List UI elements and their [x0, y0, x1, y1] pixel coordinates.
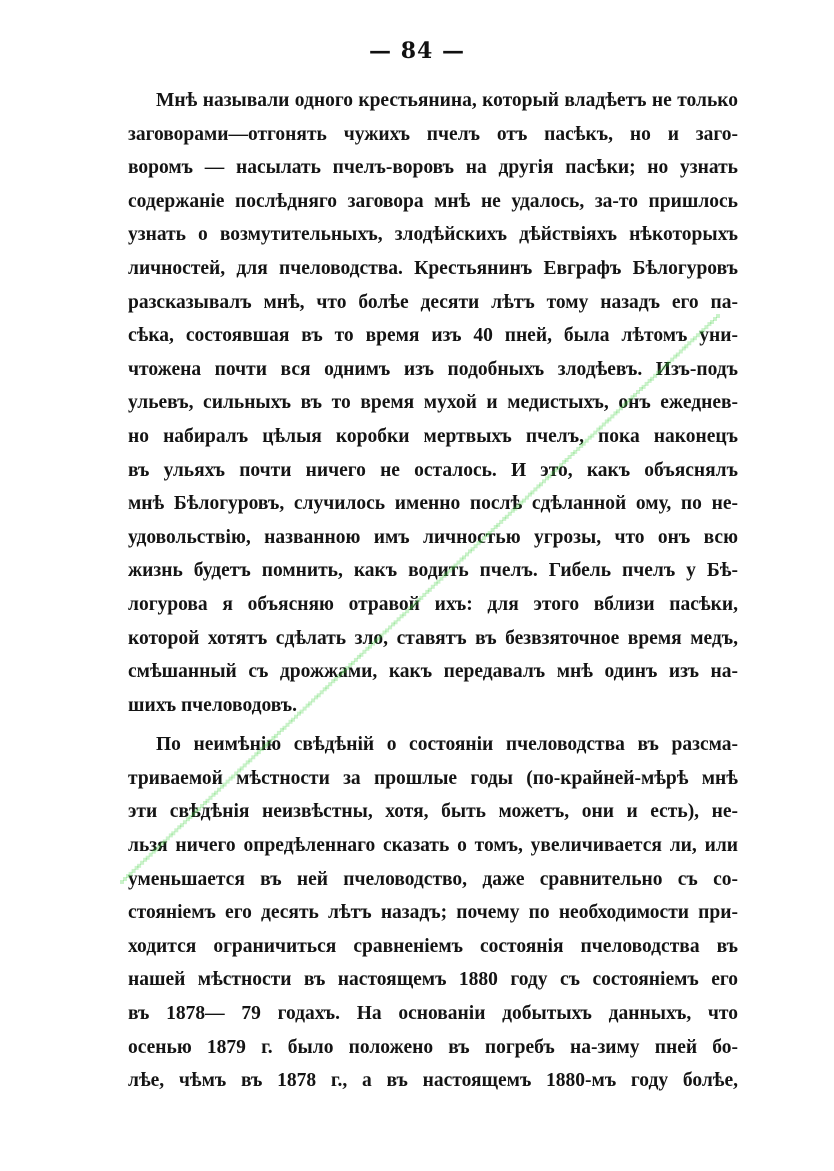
text-line: Мнѣ называли одного крестьянина, который владѣетъ не только — [156, 90, 738, 111]
text-line: жизнь будетъ помнить, какъ водить пчелъ. Гибель пчелъ у Бѣ- — [128, 560, 738, 582]
text-line: мнѣ Бѣлогуровъ, случилось именно послѣ сдѣланной ому, по не- — [128, 493, 738, 515]
watermark-dot — [120, 880, 124, 884]
text-line: заговорами—отгонять чужихъ пчелъ отъ пасѣкъ, но и заго- — [128, 123, 738, 145]
text-line: удовольствію, названною имъ личностью угрозы, что онъ всю — [128, 526, 738, 548]
text-line: въ 1878— 79 годахъ. На основаніи добытыхъ данныхъ, что — [128, 1003, 738, 1025]
text-line: шихъ пчеловодовъ. — [128, 694, 298, 716]
text-line: которой хотятъ сдѣлать зло, ставятъ въ безвзяточное время медъ, — [128, 627, 738, 649]
text-line: эти свѣдѣнія неизвѣстны, хотя, быть можетъ, они и есть), не- — [128, 801, 738, 823]
text-line: стояніемъ его десять лѣтъ назадъ; почему по необходимости при- — [128, 902, 738, 924]
text-line: ходится ограничиться сравненіемъ состоянія пчеловодства въ — [128, 935, 738, 957]
text-line: нашей мѣстности въ настоящемъ 1880 году съ состояніемъ его — [128, 969, 738, 991]
text-line: въ ульяхъ почти ничего не осталось. И это, какъ объяснялъ — [128, 459, 738, 481]
text-line: но набиралъ цѣлыя коробки мертвыхъ пчелъ, пока наконецъ — [128, 425, 738, 447]
text-line: ульевъ, сильныхъ въ то время мухой и медистыхъ, онъ ежеднев- — [128, 392, 738, 414]
paragraph-2 — [128, 728, 738, 1098]
body-text — [128, 84, 738, 1098]
page-number: — 84 — — [369, 38, 465, 64]
text-line: узнать о возмутительныхъ, злодѣйскихъ дѣйствіяхъ нѣкоторыхъ — [128, 224, 738, 246]
text-line: льзя ничего опредѣленнаго сказать о томъ, увеличивается ли, или — [128, 835, 738, 857]
watermark-dot — [123, 877, 127, 881]
text-line: уменьшается въ ней пчеловодство, даже сравнительно съ со- — [128, 868, 738, 890]
text-line: разсказывалъ мнѣ, что болѣе десяти лѣтъ тому назадъ его па- — [128, 291, 738, 313]
text-line: лѣе, чѣмъ въ 1878 г., а въ настоящемъ 1880-мъ году болѣе, — [128, 1070, 738, 1092]
text-line: осенью 1879 г. было положено въ погребъ на-зиму пней бо- — [128, 1036, 738, 1058]
paragraph-1 — [128, 84, 738, 722]
text-line: воромъ — насылать пчелъ-воровъ на другія пасѣки; но узнать — [128, 157, 738, 179]
text-line: сѣка, состоявшая въ то время изъ 40 пней, была лѣтомъ уни- — [128, 325, 738, 347]
text-line: содержаніе послѣдняго заговора мнѣ не удалось, за-то пришлось — [128, 190, 738, 212]
text-line: триваемой мѣстности за прошлые годы (по-крайней-мѣрѣ мнѣ — [128, 767, 738, 789]
text-line: чтожена почти вся однимъ изъ подобныхъ злодѣевъ. Изъ-подъ — [128, 358, 738, 380]
text-line: смѣшанный съ дрожжами, какъ передавалъ мнѣ одинъ изъ на- — [128, 661, 738, 683]
text-line: По неимѣнію свѣдѣній о состояніи пчеловодства въ разсма- — [156, 734, 738, 756]
text-line: личностей, для пчеловодства. Крестьянинъ Евграфъ Бѣлогуровъ — [128, 257, 738, 279]
text-line: логурова я объясняю отравой ихъ: для этого вблизи пасѣки, — [128, 593, 738, 615]
